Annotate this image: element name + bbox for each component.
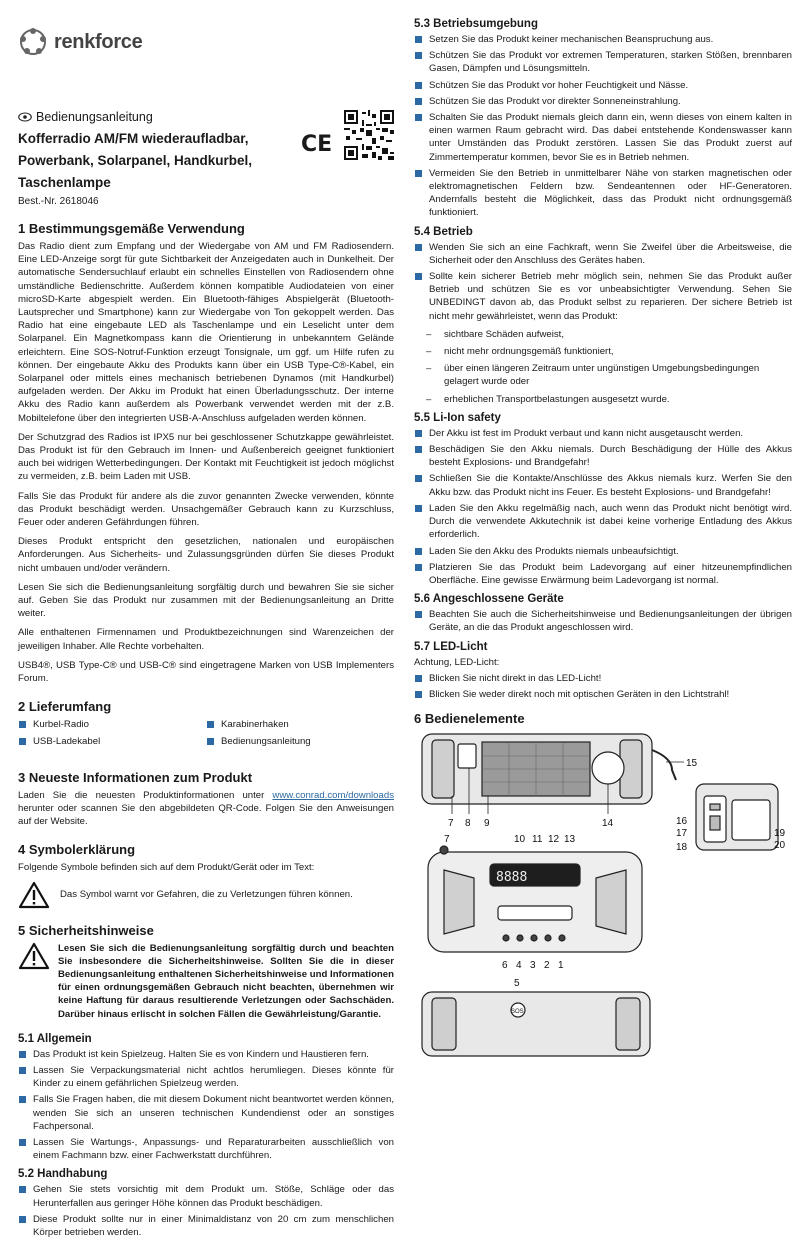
list-item: Der Akku ist fest im Produkt verbaut und kann nicht ausgetauscht werden. — [414, 427, 792, 440]
document-title: Kofferradio AM/FM wiederaufladbar, Powerbank, Solarpanel, Handkurbel, Taschenlampe — [18, 131, 253, 190]
s1-paragraph: USB4®, USB Type-C® und USB-C® sind eingetragene Marken von USB Implementers Forum. — [18, 659, 394, 685]
order-number: Best.-Nr. 2618046 — [18, 196, 99, 207]
right-column — [414, 18, 792, 1135]
delivery-contents — [18, 718, 394, 755]
list-item: Blicken Sie weder direkt noch mit optischen Geräten in den Lichtstrahl! — [414, 688, 792, 701]
section-6-heading: 6 Bedienelemente — [414, 711, 525, 727]
label-13: 13 — [564, 834, 576, 846]
radio-top-view — [422, 734, 676, 804]
list-item: Gehen Sie stets vorsichtig mit dem Produkt um. Stöße, Schläge oder das Herunterfallen aus geringer Höhe können das Produkt beschädigen. — [18, 1183, 394, 1209]
warning-triangle-icon — [18, 881, 50, 909]
doc-type — [18, 110, 394, 124]
label-11: 11 — [532, 834, 543, 846]
section-4-heading: 4 Symbolerklärung — [18, 842, 136, 858]
s3-paragraph — [18, 789, 394, 829]
label-14: 14 — [602, 818, 614, 830]
controls-diagram — [414, 730, 792, 1130]
s1-paragraph: Dieses Produkt entspricht den gesetzlichen, nationalen und europäischen Anforderungen. Aus Sicherheits- und Zulassungsgründen dürfen Sie dieses Produkt nicht umbauen und/oder verändern. — [18, 536, 394, 574]
list-item: Schalten Sie das Produkt niemals gleich dann ein, wenn dieses von einem kalten in einen warmen Raum gebracht wird. Das dabei entstehende Kondenswasser kann unter Umständen das Produkt zerstören. Lassen Sie das Produkt zuerst auf Zimmertemperatur kommen, bevor Sie es in Betrieb nehmen. — [414, 111, 792, 164]
left-column — [18, 18, 394, 1244]
radio-front-view — [428, 846, 642, 952]
list-item: Schützen Sie das Produkt vor direkter Sonneneinstrahlung. — [414, 95, 792, 108]
downloads-link[interactable]: www.conrad.com/downloads — [272, 789, 394, 801]
s1-paragraph: Falls Sie das Produkt für andere als die zuvor genannten Zwecke verwenden, könnte das Produkt beschädigt werden. Unsachgemäßer Gebrauch kann zu Kurzschluss, Feuer oder anderen Gefährdungen führen. — [18, 490, 394, 529]
warning-triangle-icon — [18, 942, 50, 970]
brand-name: renkforce — [54, 30, 143, 53]
ce-mark: CE — [301, 132, 333, 157]
label-7: 7 — [444, 834, 450, 846]
section-5-3-heading: 5.3 Betriebsumgebung — [414, 18, 538, 30]
section-5-7-heading: 5.7 LED-Licht — [414, 640, 488, 653]
label-9: 9 — [484, 818, 490, 830]
list-item: Schließen Sie die Kontakte/Anschlüsse des Akkus niemals kurz. Werfen Sie den Akku bzw. das Produkt nicht ins Feuer. Es besteht Explosions- und Brandgefahr! — [414, 472, 792, 498]
label-7: 7 — [448, 818, 454, 830]
s1-paragraph: Lesen Sie sich die Bedienungsanleitung sorgfältig durch und bewahren Sie sie sicher auf. Geben Sie das Produkt nur zusammen mit der Bedienungsanleitung an Dritte weiter. — [18, 581, 394, 620]
sos-button-label: SOS — [511, 1009, 524, 1016]
label-6: 6 — [502, 960, 508, 972]
label-12: 12 — [548, 834, 560, 846]
list-item: Wenden Sie sich an eine Fachkraft, wenn Sie Zweifel über die Arbeitsweise, die Sicherheit oder den Anschluss des Gerätes haben. — [414, 241, 792, 267]
list-item: Falls Sie Fragen haben, die mit diesem Dokument nicht beantwortet werden können, wenden Sie sich an unseren technischen Kundendienst oder an sonstiges Fachpersonal. — [18, 1093, 394, 1133]
dash-item: – sichtbare Schäden aufweist, — [426, 328, 792, 341]
radio-back-view — [422, 992, 650, 1056]
section-5-4-heading: 5.4 Betrieb — [414, 225, 473, 238]
section-2-heading: 2 Lieferumfang — [18, 699, 112, 715]
doc-type-label: Bedienungsanleitung — [36, 110, 153, 124]
section-5-5-heading: 5.5 Li-Ion safety — [414, 411, 501, 424]
renkforce-logo-icon — [18, 27, 48, 57]
label-17: 17 — [676, 828, 688, 840]
list-item: Schützen Sie das Produkt vor extremen Temperaturen, starken Stößen, brennbaren Gasen, Dämpfen und Lösungsmitteln. — [414, 49, 792, 75]
label-4: 4 — [516, 960, 522, 972]
section-1-heading: 1 Bestimmungsgemäße Verwendung — [18, 221, 245, 236]
list-item: Blicken Sie nicht direkt in das LED-Licht! — [414, 672, 792, 685]
brand-logo — [18, 18, 394, 66]
list-item: Kurbel-Radio — [18, 718, 206, 731]
list-item: Setzen Sie das Produkt keiner mechanischen Beanspruchung aus. — [414, 33, 792, 46]
safety-intro — [18, 942, 394, 1027]
s1-paragraph: Das Radio dient zum Empfang und der Wiedergabe von AM und FM Radiosendern. Eine LED-Anzeige sorgt für gute Sichtbarkeit der Anzeigedaten auch in Dunkelheit. Der automatische Sendersuchlauf erlaubt ein schnelles Einstellen von Radiosendern ohne umständliche Bedienschritte. Außerdem können kompatible Audiodateien von einer microSD-Karte abgespielt werden. Ein Bluetooth-fähiges Abspielgerät (Bluetooth-Lautsprecher und Smartphone) kann zur Wiedergabe von Ton gekoppelt werden. Das Radio hat eine eingebaute LED als Taschenlampe und ein Leselicht unter dem Solarpanel. Ein Magnetkompass kann die Orientierung in unbekanntem Gelände erleichtern. Eine SOS-Notruf-Funktion erzeugt Tonsignale, um ggf. um Hilfe rufen zu können. Der eingebaute Akku des Produkts kann über ein USB Type-C®-Kabel, ein Solarpanel oder mittels eines mechanisch betriebenen Dynamos (mit Handkurbel) aufgeladen werden. Der Akku im Produkt hat einen Überladungsschutz. Der interne Akku des Radio kann außerdem als Powerbank verwendet werden mit der z.B. Mobiltelefone über den integrierten USB-A-Anschluss aufgeladen werden können. — [18, 241, 394, 424]
label-18: 18 — [676, 842, 688, 854]
safety-intro-text: Lesen Sie sich die Bedienungsanleitung sorgfältig durch und beachten Sie insbesondere die Sicherheitshinweise. Sollten Sie die in dieser Bedienungsanleitung enthaltenen Sicherheitshinweise und Informationen für einen ordnungsgemäßen Gebrauch nicht beachten, übernehmen wir keine Haftung für daraus resultierende Verletzungen oder Sachschäden. Darüber hinaus erlischt in solchen Fällen die Gewährleistung/Garantie. — [58, 942, 394, 1020]
s1-paragraph: Der Schutzgrad des Radios ist IPX5 nur bei geschlossener Schutzkappe gewährleistet. Das Produkt ist für den Gebrauch im Innen- und Außenbereich geeignet funktioniert auch bei widrigen Wetterbedingungen. Der Kontakt mit Feuchtigkeit ist jedoch möglichst zu vermeiden, z.B. beim Laden mit USB. — [18, 431, 394, 483]
label-20: 20 — [774, 840, 786, 852]
list-item: Bedienungsanleitung — [206, 735, 394, 748]
section-3-heading: 3 Neueste Informationen zum Produkt — [18, 769, 253, 785]
list-item: Beschädigen Sie den Akku niemals. Durch Beschädigung der Hülle des Akkus besteht Explosions- und Brandgefahr! — [414, 443, 792, 469]
label-19: 19 — [774, 828, 786, 840]
label-1: 1 — [558, 960, 564, 972]
list-item: Das Produkt ist kein Spielzeug. Halten Sie es von Kindern und Haustieren fern. — [18, 1048, 394, 1061]
list-item: Platzieren Sie das Produkt beim Ladevorgang auf einer hitzeunempfindlichen Oberfläche. Eine gewisse Erwärmung beim Ladevorgang ist normal. — [414, 561, 792, 587]
list-item: Diese Produkt sollte nur in einer Minimaldistanz von 20 cm zum menschlichen Körper betrieben werden. — [18, 1213, 394, 1239]
label-2: 2 — [544, 960, 550, 972]
document-header — [18, 110, 394, 207]
label-16: 16 — [676, 816, 688, 828]
s1-paragraph: Alle enthaltenen Firmennamen und Produktbezeichnungen sind Warenzeichen der jeweiligen Inhaber. Alle Rechte vorbehalten. — [18, 627, 394, 652]
list-item: Sollte kein sicherer Betrieb mehr möglich sein, nehmen Sie das Produkt außer Betrieb und schützen Sie es vor unbeabsichtigter Verwendung. Sehen Sie UNBEDINGT davon ab, das Produkt selbst zu reparieren. Der sichere Betrieb ist nicht mehr gewährleistet, wenn das Produkt: — [414, 270, 792, 323]
s4-intro: Folgende Symbole befinden sich auf dem Produkt/Gerät oder im Text: — [18, 862, 315, 874]
label-8: 8 — [465, 818, 471, 830]
dash-item: – über einen längeren Zeitraum unter ungünstigen Umgebungsbedingungen gelagert wurde oder — [426, 362, 792, 388]
list-item: Karabinerhaken — [206, 718, 394, 731]
dash-item: – nicht mehr ordnungsgemäß funktioniert, — [426, 345, 792, 358]
list-item: Lassen Sie Verpackungsmaterial nicht achtlos herumliegen. Dieses könnte für Kinder zu einem gefährlichen Spielzeug werden. — [18, 1064, 394, 1090]
list-item: USB-Ladekabel — [18, 735, 206, 748]
label-5: 5 — [514, 978, 520, 990]
dash-item: – erheblichen Transportbelastungen ausgesetzt wurde. — [426, 393, 792, 406]
label-15: 15 — [686, 758, 698, 770]
list-item: Beachten Sie auch die Sicherheitshinweise und Bedienungsanleitungen der übrigen Geräte, an die das Produkt angeschlossen wird. — [414, 608, 792, 634]
label-3: 3 — [530, 960, 536, 972]
label-10: 10 — [514, 834, 526, 846]
section-5-2-heading: 5.2 Handhabung — [18, 1168, 108, 1181]
list-item: Lassen Sie Wartungs-, Anpassungs- und Reparaturarbeiten ausschließlich von einem Fachmann bzw. einer Fachwerkstatt durchführen. — [18, 1136, 394, 1162]
section-5-1-heading: 5.1 Allgemein — [18, 1032, 92, 1045]
list-item: Laden Sie den Akku regelmäßig nach, auch wenn das Produkt nicht benötigt wird. Durch die verwendete Akkutechnik ist dabei keine vorherige Entladung des Akkus erforderlich. — [414, 502, 792, 542]
warning-symbol-row — [18, 881, 394, 909]
radio-side-view — [696, 784, 778, 850]
section-5-6-heading: 5.6 Angeschlossene Geräte — [414, 593, 564, 606]
qr-code-icon[interactable] — [344, 110, 394, 160]
display-digits: 8888 — [496, 870, 528, 886]
s57-intro: Achtung, LED-Licht: — [414, 656, 500, 668]
list-item: Schützen Sie das Produkt vor hoher Feuchtigkeit und Nässe. — [414, 79, 792, 92]
list-item: Laden Sie den Akku des Produkts niemals unbeaufsichtigt. — [414, 545, 792, 558]
eye-icon — [18, 112, 32, 122]
section-5-heading: 5 Sicherheitshinweise — [18, 922, 154, 938]
list-item: Vermeiden Sie den Betrieb in unmittelbarer Nähe von starken magnetischen oder elektromagnetischen Feldern bzw. Sendeantennen oder HF-Generatoren. Andernfalls besteht die Möglichkeit, dass das Produkt nicht ordnungsgemäß funktioniert. — [414, 167, 792, 220]
warning-symbol-text: Das Symbol warnt vor Gefahren, die zu Verletzungen führen können. — [60, 888, 353, 900]
s3-text-pre: Laden Sie die neuesten Produktinformationen unter — [18, 789, 273, 801]
s3-text-post: herunter oder scannen Sie den abgebildeten QR-Code. Folgen Sie den Anweisungen auf der Website. — [18, 802, 394, 828]
